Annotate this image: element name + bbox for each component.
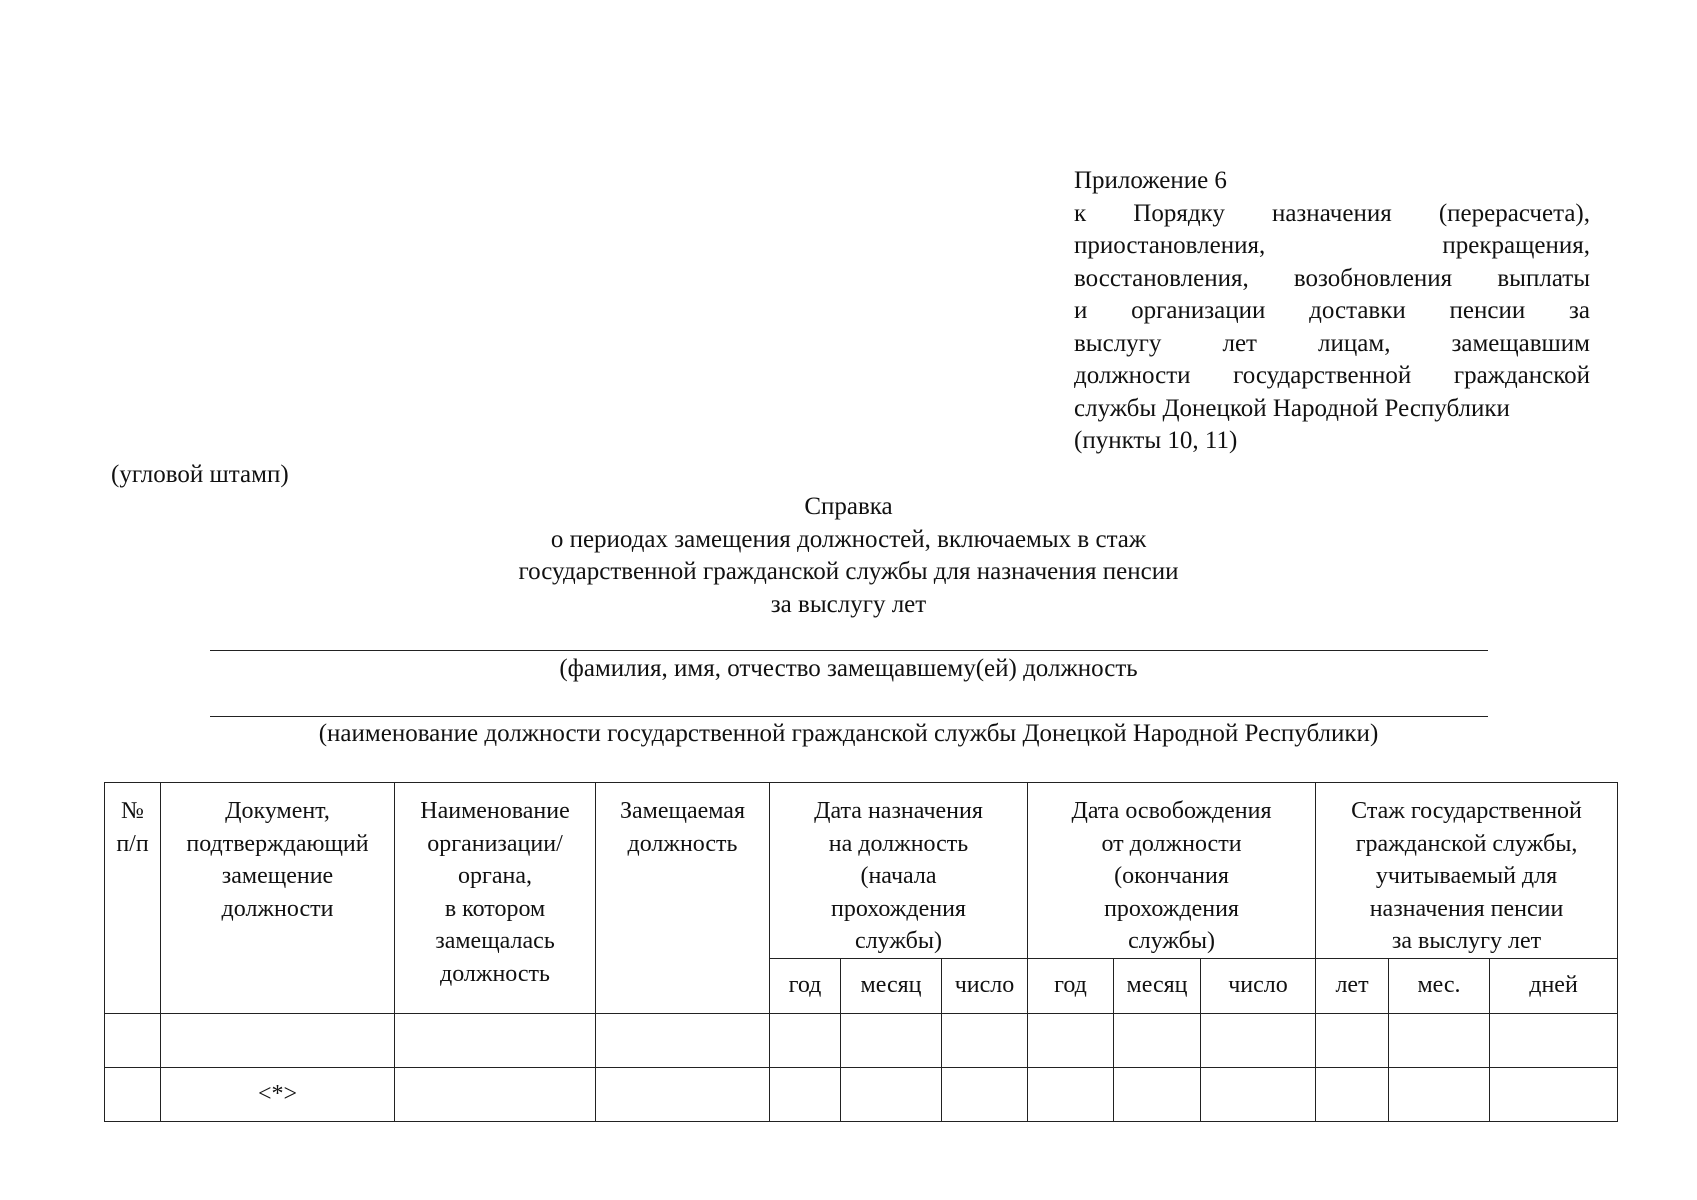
header-organization: Наименование организации/ органа, в котором замещалась должность bbox=[395, 783, 596, 1014]
header-document: Документ, подтверждающий замещение должности bbox=[161, 783, 395, 1014]
position-caption: (наименование должности государственной гражданской службы Донецкой Народной Республики) bbox=[318, 720, 1379, 747]
table-cell[interactable] bbox=[105, 1013, 161, 1067]
table-cell[interactable] bbox=[596, 1013, 770, 1067]
table-cell[interactable] bbox=[1201, 1013, 1316, 1067]
fio-caption: (фамилия, имя, отчество замещавшему(ей) должность bbox=[559, 655, 1138, 682]
subheader-start-month: месяц bbox=[841, 958, 942, 1013]
appendix-points: (пункты 10, 11) bbox=[1074, 427, 1238, 454]
header-number: № п/п bbox=[105, 783, 161, 1014]
table-cell[interactable] bbox=[1114, 1067, 1201, 1121]
table-row bbox=[105, 1013, 1618, 1067]
table-cell[interactable] bbox=[1201, 1067, 1316, 1121]
appendix-line: службы Донецкой Народной Республики bbox=[1074, 394, 1510, 422]
subheader-service-days: дней bbox=[1490, 958, 1618, 1013]
header-end-date: Дата освобождения от должности (окончания прохождения службы) bbox=[1028, 783, 1316, 959]
appendix-block bbox=[1074, 165, 1590, 458]
table-cell[interactable] bbox=[770, 1013, 841, 1067]
subheader-end-month: месяц bbox=[1114, 958, 1201, 1013]
table-cell[interactable] bbox=[942, 1067, 1028, 1121]
table-cell[interactable] bbox=[942, 1013, 1028, 1067]
table-header-row bbox=[105, 783, 1618, 959]
corner-stamp-label: (угловой штамп) bbox=[111, 461, 289, 488]
appendix-line: приостановления, прекращения, bbox=[1074, 232, 1590, 259]
subheader-service-years: лет bbox=[1316, 958, 1389, 1013]
table-cell[interactable] bbox=[1316, 1067, 1389, 1121]
header-service-length: Стаж государственной гражданской службы, учитываемый для назначения пенсии за выслугу лет bbox=[1316, 783, 1618, 959]
subheader-service-months: мес. bbox=[1389, 958, 1490, 1013]
table-cell[interactable] bbox=[161, 1013, 395, 1067]
footnote-mark: <*> bbox=[161, 1067, 395, 1121]
table-cell[interactable] bbox=[841, 1013, 942, 1067]
header-start-date: Дата назначения на должность (начала прохождения службы) bbox=[770, 783, 1028, 959]
appendix-line: выслугу лет лицам, замещавшим bbox=[1074, 329, 1590, 357]
table-cell[interactable] bbox=[596, 1067, 770, 1121]
header-position: Замещаемая должность bbox=[596, 783, 770, 1014]
position-fill-line[interactable] bbox=[210, 716, 1488, 717]
table-cell[interactable] bbox=[1114, 1013, 1201, 1067]
table-cell[interactable] bbox=[1490, 1067, 1618, 1121]
certificate-subtitle-line: государственной гражданской службы для назначения пенсии bbox=[518, 558, 1179, 585]
table-cell[interactable] bbox=[395, 1013, 596, 1067]
certificate-subtitle-line: за выслугу лет bbox=[770, 590, 927, 618]
subheader-end-year: год bbox=[1028, 958, 1114, 1013]
service-periods-table bbox=[104, 782, 1618, 1122]
table-row bbox=[105, 1067, 1618, 1121]
appendix-line: и организации доставки пенсии за bbox=[1074, 297, 1590, 324]
table-cell[interactable] bbox=[1389, 1067, 1490, 1121]
table-cell[interactable] bbox=[770, 1067, 841, 1121]
table-cell[interactable] bbox=[841, 1067, 942, 1121]
certificate-title-block bbox=[0, 491, 1697, 621]
subheader-end-day: число bbox=[1201, 958, 1316, 1013]
table-cell[interactable] bbox=[1490, 1013, 1618, 1067]
subheader-start-year: год bbox=[770, 958, 841, 1013]
fio-fill-line[interactable] bbox=[210, 650, 1488, 651]
appendix-title: Приложение 6 bbox=[1074, 167, 1227, 194]
table-cell[interactable] bbox=[1028, 1067, 1114, 1121]
appendix-line: восстановления, возобновления выплаты bbox=[1074, 264, 1590, 292]
table-cell[interactable] bbox=[395, 1067, 596, 1121]
table-cell[interactable] bbox=[1316, 1013, 1389, 1067]
subheader-start-day: число bbox=[942, 958, 1028, 1013]
certificate-subtitle-line: о периодах замещения должностей, включаемых в стаж bbox=[550, 525, 1147, 553]
table-cell[interactable] bbox=[1028, 1013, 1114, 1067]
certificate-title: Справка bbox=[804, 493, 893, 520]
table-cell[interactable] bbox=[105, 1067, 161, 1121]
appendix-line: к Порядку назначения (перерасчета), bbox=[1074, 199, 1590, 227]
appendix-line: должности государственной гражданской bbox=[1074, 362, 1590, 389]
table-cell[interactable] bbox=[1389, 1013, 1490, 1067]
